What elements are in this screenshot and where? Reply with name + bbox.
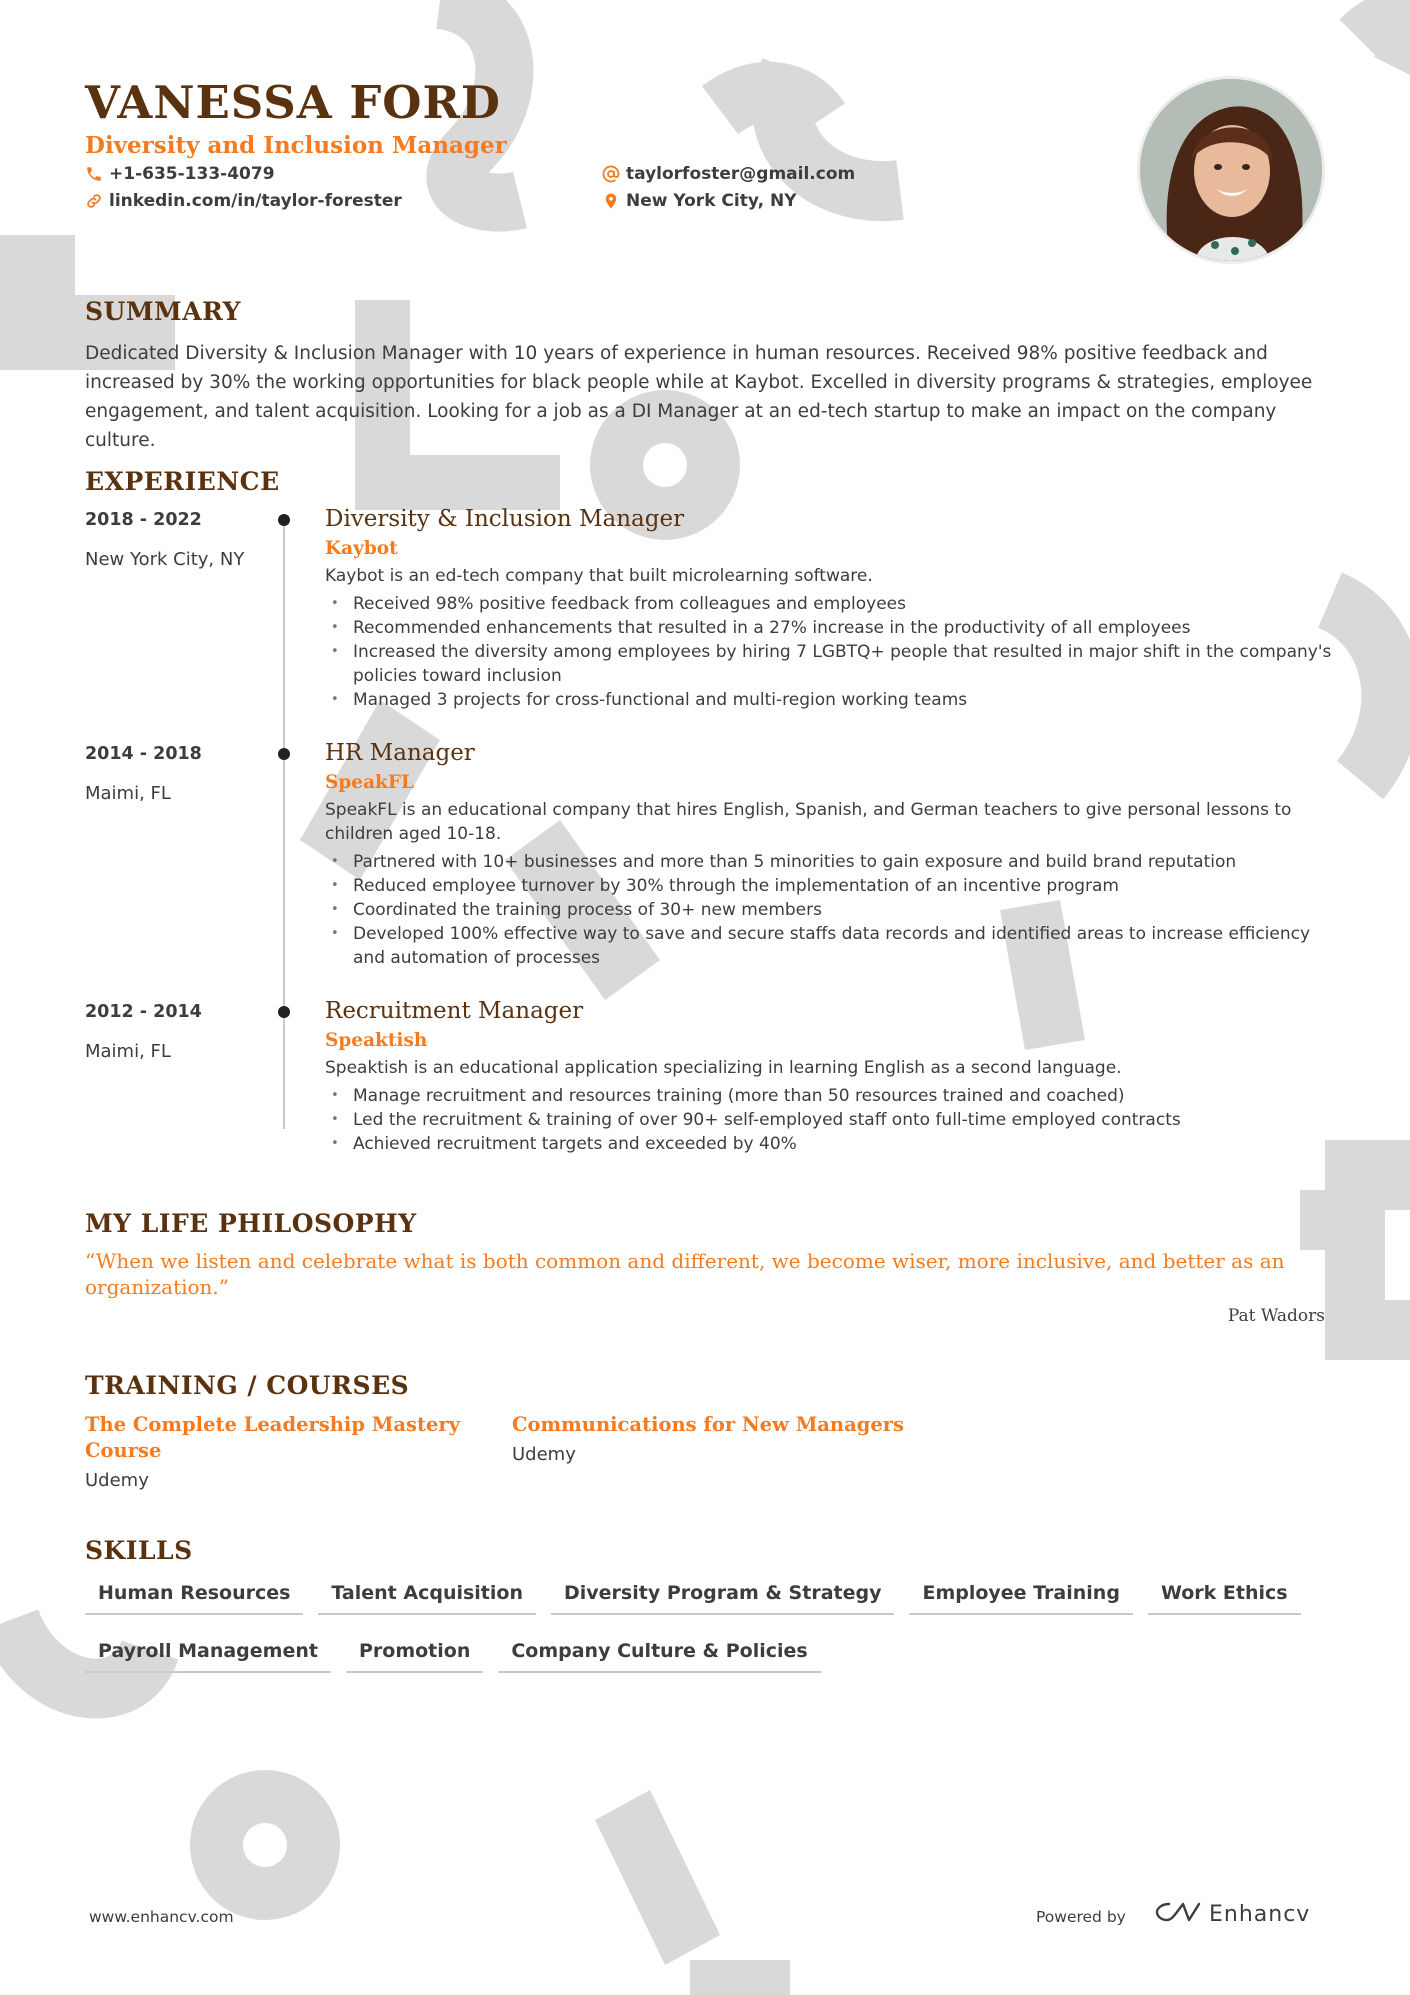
footer-brand: Enhancv [1209, 1901, 1311, 1927]
skill-tag: Diversity Program & Strategy [551, 1582, 894, 1615]
experience-description: Kaybot is an ed-tech company that built microlearning software. [325, 566, 873, 586]
contact-linkedin[interactable] [85, 191, 402, 211]
skill-tag: Talent Acquisition [318, 1582, 536, 1615]
summary-text: Dedicated Diversity & Inclusion Manager with 10 years of experience in human resources. Received 98% positive feedback and increased by 30% the working opportunities for black people while at Kaybot. Excelled in diversity programs & strategies, employee engagement, and talent acquisition. Looking for a job as a DI Manager at an ed-tech startup to make an impact on the company culture. [85, 343, 1313, 451]
contact-phone[interactable] [85, 164, 275, 184]
phone-icon [85, 165, 103, 183]
skill-tag: Human Resources [85, 1582, 303, 1615]
experience-bullets [325, 592, 1335, 712]
location-pin-icon [602, 192, 620, 210]
experience-bullet: • Coordinated the training process of 30+ new members [325, 898, 1335, 922]
experience-dates: 2012 - 2014 [85, 1002, 202, 1022]
candidate-title: Diversity and Inclusion Manager [85, 132, 507, 159]
experience-role: Diversity & Inclusion Manager [325, 506, 685, 532]
course-provider: Udemy [85, 1470, 149, 1491]
experience-bullet: • Partnered with 10+ businesses and more than 5 minorities to gain exposure and build brand reputation [325, 850, 1335, 874]
experience-location: Maimi, FL [85, 783, 171, 804]
skills-list [85, 1582, 1335, 1698]
summary-heading: SUMMARY [85, 297, 241, 326]
phone-text: +1-635-133-4079 [109, 164, 275, 184]
course-name: Communications for New Managers [512, 1413, 905, 1436]
email-text: taylorfoster@gmail.com [626, 164, 856, 184]
experience-company: Kaybot [325, 538, 398, 559]
experience-entry [325, 506, 1335, 712]
experience-bullet: • Led the recruitment & training of over 90+ self-employed staff onto full-time employed contracts [325, 1108, 1335, 1132]
quote-author: Pat Wadors [1227, 1306, 1325, 1326]
experience-bullet: • Achieved recruitment targets and exceeded by 40% [325, 1132, 1335, 1156]
skill-tag: Employee Training [909, 1582, 1132, 1615]
skill-tag: Work Ethics [1148, 1582, 1301, 1615]
linkedin-text: linkedin.com/in/taylor-forester [109, 191, 402, 211]
skill-tag: Promotion [346, 1640, 483, 1673]
philosophy-heading: MY LIFE PHILOSOPHY [85, 1209, 417, 1238]
experience-bullet: • Managed 3 projects for cross-functional and multi-region working teams [325, 688, 1335, 712]
footer-website-link[interactable]: www.enhancv.com [89, 1908, 234, 1926]
contact-location [602, 191, 797, 211]
enhancv-logo[interactable] [1155, 1900, 1310, 1928]
experience-role: Recruitment Manager [325, 998, 584, 1024]
experience-location: New York City, NY [85, 549, 245, 570]
experience-bullet: • Developed 100% effective way to save and secure staffs data records and identified areas to increase efficiency and automation of processes [325, 922, 1335, 970]
experience-description: SpeakFL is an educational company that hires English, Spanish, and German teachers to give personal lessons to children aged 10-18. [325, 800, 1292, 844]
experience-bullets [325, 1084, 1335, 1156]
enhancv-logo-icon [1155, 1900, 1201, 1928]
experience-bullet: • Recommended enhancements that resulted in a 27% increase in the productivity of all employees [325, 616, 1335, 640]
course-item [85, 1412, 485, 1491]
experience-location: Maimi, FL [85, 1041, 171, 1062]
profile-photo [1137, 76, 1325, 264]
experience-bullet: • Increased the diversity among employees by hiring 7 LGBTQ+ people that resulted in major shift in the company's policies toward inclusion [325, 640, 1335, 688]
timeline-dot [278, 514, 290, 526]
experience-role: HR Manager [325, 740, 475, 766]
training-heading: TRAINING / COURSES [85, 1371, 410, 1400]
course-name: The Complete Leadership Mastery Course [85, 1413, 460, 1462]
skills-heading: SKILLS [85, 1536, 193, 1565]
experience-dates: 2014 - 2018 [85, 744, 202, 764]
course-provider: Udemy [512, 1444, 576, 1465]
philosophy-quote: “When we listen and celebrate what is both common and different, we become wiser, more inclusive, and better as an organization.” [85, 1249, 1285, 1299]
timeline-dot [278, 1006, 290, 1018]
candidate-name: VANESSA FORD [85, 76, 501, 129]
experience-dates: 2018 - 2022 [85, 510, 202, 530]
experience-bullet: • Manage recruitment and resources training (more than 50 resources trained and coached) [325, 1084, 1335, 1108]
experience-bullet: • Received 98% positive feedback from colleagues and employees [325, 592, 1335, 616]
course-item [512, 1412, 1012, 1465]
skill-tag: Payroll Management [85, 1640, 331, 1673]
timeline-line [283, 519, 285, 1129]
experience-entry [325, 740, 1335, 970]
experience-company: Speaktish [325, 1030, 428, 1051]
timeline-dot [278, 748, 290, 760]
experience-company: SpeakFL [325, 772, 415, 793]
experience-bullets [325, 850, 1335, 970]
at-icon [602, 165, 620, 183]
experience-bullet: • Reduced employee turnover by 30% through the implementation of an incentive program [325, 874, 1335, 898]
experience-heading: EXPERIENCE [85, 467, 280, 496]
skill-tag: Company Culture & Policies [498, 1640, 820, 1673]
location-text: New York City, NY [626, 191, 797, 211]
experience-description: Speaktish is an educational application specializing in learning English as a second language. [325, 1058, 1122, 1078]
contact-email[interactable] [602, 164, 855, 184]
link-icon [85, 192, 103, 210]
footer-powered-by: Powered by [1036, 1908, 1126, 1926]
experience-entry [325, 998, 1335, 1156]
